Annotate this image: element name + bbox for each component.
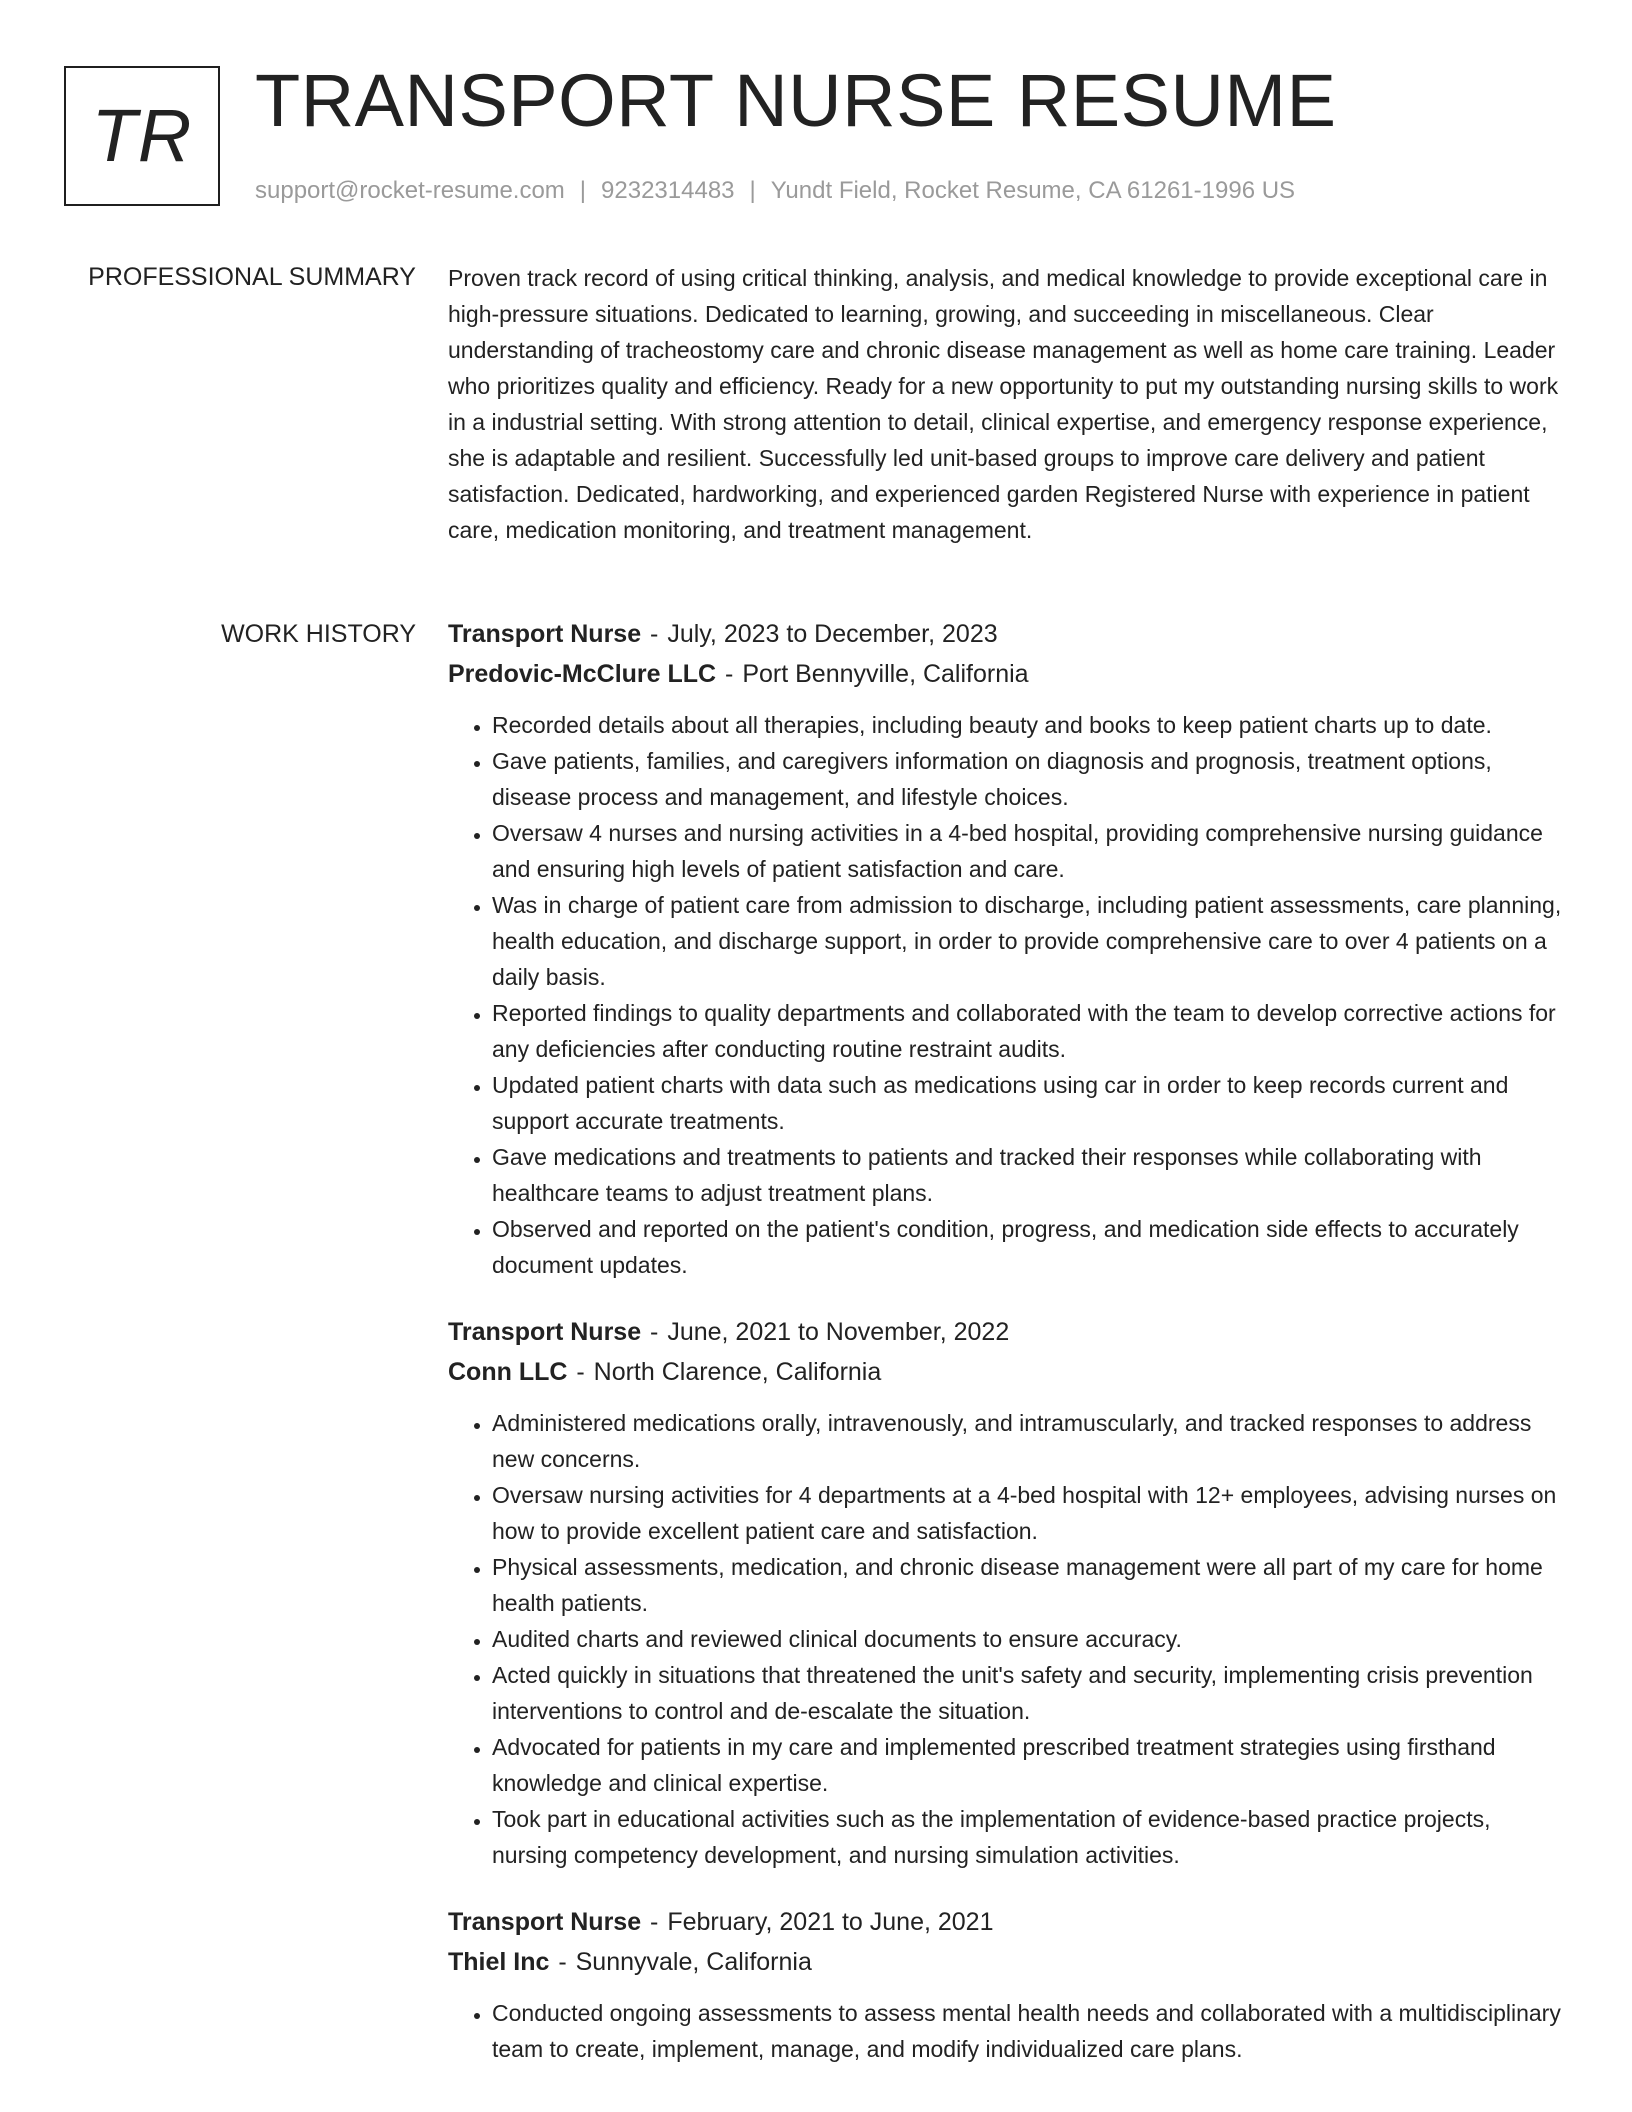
job-bullet: • Oversaw 4 nurses and nursing activities in a 4-bed hospital, providing comprehensive nursing guidance and ensuring high levels of patient satisfaction and care. xyxy=(492,815,1572,887)
job-dates: February, 2021 to June, 2021 xyxy=(667,1908,994,1936)
contact-address: Yundt Field, Rocket Resume, CA 61261-1996 US xyxy=(770,177,1296,204)
contact-phone[interactable]: 9232314483 xyxy=(601,177,735,204)
job-dates: June, 2021 to November, 2022 xyxy=(667,1318,1010,1346)
job-bullet: • Gave medications and treatments to patients and tracked their responses while collaborating with healthcare teams to adjust treatment plans. xyxy=(492,1139,1572,1211)
section-label-professional-summary: PROFESSIONAL SUMMARY xyxy=(88,263,416,291)
job-company: Predovic-McClure LLC xyxy=(448,660,717,688)
job-bullet: • Acted quickly in situations that threatened the unit's safety and security, implementing crisis prevention interventions to control and de-escalate the situation. xyxy=(492,1657,1572,1729)
job-bullet-list xyxy=(448,707,1572,1283)
contact-line xyxy=(255,174,1295,208)
job-location: Port Bennyville, California xyxy=(742,660,1029,688)
job-bullet: • Updated patient charts with data such as medications using car in order to keep records current and support accurate treatments. xyxy=(492,1067,1572,1139)
monogram-badge xyxy=(64,66,220,206)
job-bullet: • Was in charge of patient care from admission to discharge, including patient assessments, care planning, health education, and discharge support, in order to provide comprehensive care to over 4 patients on a daily basis. xyxy=(492,887,1572,995)
job-bullet: • Gave patients, families, and caregivers information on diagnosis and prognosis, treatment options, disease process and management, and lifestyle choices. xyxy=(492,743,1572,815)
job-entry xyxy=(448,1312,1572,1873)
job-title-line: Transport Nurse - July, 2023 to December, 2023 xyxy=(448,620,998,648)
job-location: North Clarence, California xyxy=(593,1358,882,1386)
job-title: Transport Nurse xyxy=(448,620,642,648)
job-bullet-list xyxy=(448,1405,1572,1873)
job-bullet: • Took part in educational activities such as the implementation of evidence-based practice projects, nursing competency development, and nursing simulation activities. xyxy=(492,1801,1572,1873)
job-company: Thiel Inc xyxy=(448,1948,550,1976)
job-location: Sunnyvale, California xyxy=(575,1948,812,1976)
job-company-line: Conn LLC - North Clarence, California xyxy=(448,1358,882,1386)
job-dates: July, 2023 to December, 2023 xyxy=(667,620,998,648)
contact-separator: | xyxy=(749,177,756,204)
job-bullet: • Administered medications orally, intravenously, and intramuscularly, and tracked responses to address new concerns. xyxy=(492,1405,1572,1477)
job-bullet-list xyxy=(448,1995,1572,2067)
job-bullet: • Conducted ongoing assessments to assess mental health needs and collaborated with a multidisciplinary team to create, implement, manage, and modify individualized care plans. xyxy=(492,1995,1572,2067)
job-bullet: • Reported findings to quality departments and collaborated with the team to develop corrective actions for any deficiencies after conducting routine restraint audits. xyxy=(492,995,1572,1067)
job-bullet: • Physical assessments, medication, and chronic disease management were all part of my care for home health patients. xyxy=(492,1549,1572,1621)
section-label-work-history: WORK HISTORY xyxy=(221,620,416,648)
job-bullet: • Observed and reported on the patient's condition, progress, and medication side effects to accurately document updates. xyxy=(492,1211,1572,1283)
job-entry xyxy=(448,1902,1572,2067)
professional-summary-text: Proven track record of using critical thinking, analysis, and medical knowledge to provide exceptional care in high-pressure situations. Dedicated to learning, growing, and succeeding in miscellaneous. Clear understanding of tracheostomy care and chronic disease management as well as home care training. Leader who prioritizes quality and efficiency. Ready for a new opportunity to put my outstanding nursing skills to work in a industrial setting. With strong attention to detail, clinical expertise, and emergency response experience, she is adaptable and resilient. Successfully led unit-based groups to improve care delivery and patient satisfaction. Dedicated, hardworking, and experienced garden Registered Nurse with experience in patient care, medication monitoring, and treatment management. xyxy=(448,265,1559,543)
job-bullet: • Audited charts and reviewed clinical documents to ensure accuracy. xyxy=(492,1621,1572,1657)
job-entry xyxy=(448,614,1572,1283)
job-bullet: • Recorded details about all therapies, including beauty and books to keep patient charts up to date. xyxy=(492,707,1572,743)
resume-title: TRANSPORT NURSE RESUME xyxy=(255,59,1337,142)
job-title: Transport Nurse xyxy=(448,1908,642,1936)
monogram-initials: TR xyxy=(91,94,193,177)
contact-email[interactable]: support@rocket-resume.com xyxy=(255,177,565,204)
job-company: Conn LLC xyxy=(448,1358,568,1386)
job-title-line: Transport Nurse - February, 2021 to June, 2021 xyxy=(448,1908,994,1936)
work-history xyxy=(448,614,1572,2067)
job-bullet: • Advocated for patients in my care and implemented prescribed treatment strategies using firsthand knowledge and clinical expertise. xyxy=(492,1729,1572,1801)
job-bullet: • Oversaw nursing activities for 4 departments at a 4-bed hospital with 12+ employees, advising nurses on how to provide excellent patient care and satisfaction. xyxy=(492,1477,1572,1549)
job-title: Transport Nurse xyxy=(448,1318,642,1346)
job-company-line: Predovic-McClure LLC - Port Bennyville, California xyxy=(448,660,1029,688)
job-title-line: Transport Nurse - June, 2021 to November, 2022 xyxy=(448,1318,1010,1346)
contact-separator: | xyxy=(579,177,587,204)
job-company-line: Thiel Inc - Sunnyvale, California xyxy=(448,1948,812,1976)
